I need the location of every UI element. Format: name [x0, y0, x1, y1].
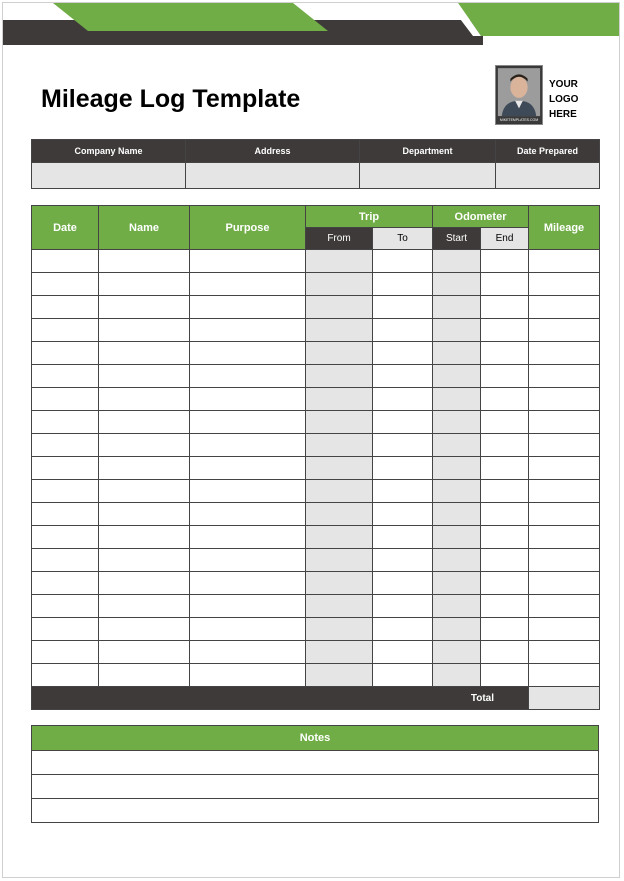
trip-from-cell[interactable]	[306, 273, 373, 296]
trip-to-cell[interactable]	[373, 273, 433, 296]
trip-to-cell[interactable]	[373, 480, 433, 503]
odometer-start-cell[interactable]	[433, 411, 481, 434]
odometer-end-cell[interactable]	[481, 480, 529, 503]
date-cell[interactable]	[32, 388, 99, 411]
company-name-field[interactable]	[32, 163, 186, 189]
name-cell[interactable]	[99, 618, 190, 641]
name-cell[interactable]	[99, 595, 190, 618]
trip-from-cell[interactable]	[306, 664, 373, 687]
mileage-cell[interactable]	[529, 664, 600, 687]
odometer-end-cell[interactable]	[481, 457, 529, 480]
odometer-end-cell[interactable]	[481, 503, 529, 526]
table-row	[32, 250, 600, 273]
trip-from-cell[interactable]	[306, 526, 373, 549]
mileage-cell[interactable]	[529, 595, 600, 618]
name-cell[interactable]	[99, 250, 190, 273]
purpose-cell[interactable]	[190, 457, 306, 480]
date-cell[interactable]	[32, 503, 99, 526]
mileage-cell[interactable]	[529, 319, 600, 342]
purpose-cell[interactable]	[190, 411, 306, 434]
odometer-end-cell[interactable]	[481, 273, 529, 296]
date-cell[interactable]	[32, 457, 99, 480]
trip-to-cell[interactable]	[373, 572, 433, 595]
header-banner	[3, 3, 620, 53]
odometer-end-cell[interactable]	[481, 388, 529, 411]
date-cell[interactable]	[32, 549, 99, 572]
odometer-end-cell[interactable]	[481, 434, 529, 457]
odometer-end-cell[interactable]	[481, 296, 529, 319]
name-cell[interactable]	[99, 434, 190, 457]
department-header: Department	[360, 140, 496, 163]
notes-line	[32, 799, 599, 823]
purpose-cell[interactable]	[190, 664, 306, 687]
trip-from-cell[interactable]	[306, 457, 373, 480]
date-cell[interactable]	[32, 526, 99, 549]
trip-to-header: To	[373, 228, 433, 250]
trip-from-cell[interactable]	[306, 250, 373, 273]
table-row	[32, 664, 600, 687]
trip-from-cell[interactable]	[306, 342, 373, 365]
odometer-start-cell[interactable]	[433, 549, 481, 572]
odometer-end-cell[interactable]	[481, 618, 529, 641]
trip-to-cell[interactable]	[373, 411, 433, 434]
purpose-cell[interactable]	[190, 503, 306, 526]
purpose-cell[interactable]	[190, 595, 306, 618]
odometer-start-cell[interactable]	[433, 434, 481, 457]
odometer-end-cell[interactable]	[481, 365, 529, 388]
odometer-start-cell[interactable]	[433, 388, 481, 411]
logo-text-line: LOGO	[549, 94, 579, 105]
logo-caption: MIKETEMPLATES.COM	[499, 118, 539, 122]
trip-to-cell[interactable]	[373, 250, 433, 273]
table-row	[32, 480, 600, 503]
odometer-end-cell[interactable]	[481, 664, 529, 687]
odometer-start-cell[interactable]	[433, 365, 481, 388]
trip-from-cell[interactable]	[306, 618, 373, 641]
odometer-end-cell[interactable]	[481, 411, 529, 434]
notes-line	[32, 775, 599, 799]
table-row	[32, 526, 600, 549]
purpose-cell[interactable]	[190, 618, 306, 641]
total-row	[32, 687, 600, 710]
mileage-cell[interactable]	[529, 480, 600, 503]
odometer-start-cell[interactable]	[433, 273, 481, 296]
date-cell[interactable]	[32, 411, 99, 434]
mileage-cell[interactable]	[529, 641, 600, 664]
date-cell[interactable]	[32, 595, 99, 618]
table-row	[32, 342, 600, 365]
purpose-cell[interactable]	[190, 296, 306, 319]
date-prepared-header: Date Prepared	[496, 140, 600, 163]
name-cell[interactable]	[99, 641, 190, 664]
document-page	[2, 2, 620, 878]
odometer-end-cell[interactable]	[481, 342, 529, 365]
odometer-end-cell[interactable]	[481, 572, 529, 595]
mileage-cell[interactable]	[529, 434, 600, 457]
odometer-header: Odometer	[433, 206, 529, 228]
mileage-cell[interactable]	[529, 388, 600, 411]
company-name-header: Company Name	[32, 140, 186, 163]
trip-to-cell[interactable]	[373, 457, 433, 480]
trip-from-cell[interactable]	[306, 434, 373, 457]
company-info-table	[31, 139, 600, 189]
mileage-cell[interactable]	[529, 411, 600, 434]
trip-to-cell[interactable]	[373, 388, 433, 411]
logo-text-line: HERE	[549, 109, 577, 120]
table-row	[32, 503, 600, 526]
mileage-cell[interactable]	[529, 250, 600, 273]
table-row	[32, 296, 600, 319]
table-row	[32, 618, 600, 641]
table-row	[32, 365, 600, 388]
table-row	[32, 434, 600, 457]
trip-from-cell[interactable]	[306, 411, 373, 434]
name-cell[interactable]	[99, 342, 190, 365]
address-header: Address	[186, 140, 360, 163]
date-cell[interactable]	[32, 434, 99, 457]
purpose-cell[interactable]	[190, 365, 306, 388]
mileage-cell[interactable]	[529, 549, 600, 572]
purpose-cell[interactable]	[190, 388, 306, 411]
purpose-cell[interactable]	[190, 549, 306, 572]
notes-header: Notes	[32, 726, 599, 751]
trip-to-cell[interactable]	[373, 434, 433, 457]
address-field[interactable]	[186, 163, 360, 189]
purpose-cell[interactable]	[190, 319, 306, 342]
trip-to-cell[interactable]	[373, 365, 433, 388]
total-label: Total	[32, 687, 529, 710]
odometer-end-cell[interactable]	[481, 641, 529, 664]
odometer-end-cell[interactable]	[481, 319, 529, 342]
table-row	[32, 595, 600, 618]
purpose-header: Purpose	[190, 206, 306, 250]
table-row	[32, 572, 600, 595]
name-cell[interactable]	[99, 296, 190, 319]
date-cell[interactable]	[32, 296, 99, 319]
total-mileage-cell[interactable]	[529, 687, 600, 710]
name-cell[interactable]	[99, 365, 190, 388]
table-row	[32, 319, 600, 342]
mileage-cell[interactable]	[529, 503, 600, 526]
purpose-cell[interactable]	[190, 434, 306, 457]
purpose-cell[interactable]	[190, 342, 306, 365]
trip-to-cell[interactable]	[373, 526, 433, 549]
department-field[interactable]	[360, 163, 496, 189]
odometer-end-cell[interactable]	[481, 549, 529, 572]
odometer-start-cell[interactable]	[433, 572, 481, 595]
name-header: Name	[99, 206, 190, 250]
odometer-end-cell[interactable]	[481, 526, 529, 549]
name-cell[interactable]	[99, 549, 190, 572]
odometer-start-cell[interactable]	[433, 296, 481, 319]
date-cell[interactable]	[32, 342, 99, 365]
odometer-start-cell[interactable]	[433, 618, 481, 641]
mileage-log-table	[31, 205, 600, 710]
notes-line-field[interactable]	[32, 751, 599, 775]
odometer-start-cell[interactable]	[433, 595, 481, 618]
table-row	[32, 549, 600, 572]
name-cell[interactable]	[99, 480, 190, 503]
name-cell[interactable]	[99, 664, 190, 687]
odometer-start-cell[interactable]	[433, 480, 481, 503]
odometer-start-header: Start	[433, 228, 481, 250]
trip-from-cell[interactable]	[306, 365, 373, 388]
trip-to-cell[interactable]	[373, 549, 433, 572]
odometer-end-header: End	[481, 228, 529, 250]
purpose-cell[interactable]	[190, 250, 306, 273]
mileage-cell[interactable]	[529, 342, 600, 365]
trip-to-cell[interactable]	[373, 664, 433, 687]
purpose-cell[interactable]	[190, 572, 306, 595]
trip-to-cell[interactable]	[373, 618, 433, 641]
mileage-header: Mileage	[529, 206, 600, 250]
trip-from-cell[interactable]	[306, 595, 373, 618]
trip-from-header: From	[306, 228, 373, 250]
name-cell[interactable]	[99, 273, 190, 296]
trip-to-cell[interactable]	[373, 595, 433, 618]
purpose-cell[interactable]	[190, 273, 306, 296]
date-cell[interactable]	[32, 365, 99, 388]
name-cell[interactable]	[99, 526, 190, 549]
date-prepared-field[interactable]	[496, 163, 600, 189]
notes-line-field[interactable]	[32, 799, 599, 823]
odometer-start-cell[interactable]	[433, 503, 481, 526]
purpose-cell[interactable]	[190, 526, 306, 549]
trip-to-cell[interactable]	[373, 503, 433, 526]
odometer-end-cell[interactable]	[481, 595, 529, 618]
date-cell[interactable]	[32, 250, 99, 273]
mileage-cell[interactable]	[529, 572, 600, 595]
table-row	[32, 273, 600, 296]
trip-from-cell[interactable]	[306, 319, 373, 342]
trip-from-cell[interactable]	[306, 503, 373, 526]
mileage-cell[interactable]	[529, 526, 600, 549]
mileage-cell[interactable]	[529, 296, 600, 319]
odometer-start-cell[interactable]	[433, 641, 481, 664]
trip-from-cell[interactable]	[306, 296, 373, 319]
notes-line-field[interactable]	[32, 775, 599, 799]
odometer-start-cell[interactable]	[433, 457, 481, 480]
mileage-cell[interactable]	[529, 457, 600, 480]
purpose-cell[interactable]	[190, 480, 306, 503]
table-row	[32, 641, 600, 664]
trip-from-cell[interactable]	[306, 388, 373, 411]
table-row	[32, 388, 600, 411]
trip-header: Trip	[306, 206, 433, 228]
date-cell[interactable]	[32, 572, 99, 595]
odometer-start-cell[interactable]	[433, 250, 481, 273]
date-cell[interactable]	[32, 618, 99, 641]
trip-from-cell[interactable]	[306, 572, 373, 595]
trip-to-cell[interactable]	[373, 641, 433, 664]
trip-to-cell[interactable]	[373, 319, 433, 342]
date-cell[interactable]	[32, 319, 99, 342]
mileage-cell[interactable]	[529, 618, 600, 641]
date-header: Date	[32, 206, 99, 250]
odometer-end-cell[interactable]	[481, 250, 529, 273]
name-cell[interactable]	[99, 388, 190, 411]
name-cell[interactable]	[99, 503, 190, 526]
date-cell[interactable]	[32, 480, 99, 503]
date-cell[interactable]	[32, 641, 99, 664]
trip-to-cell[interactable]	[373, 296, 433, 319]
odometer-start-cell[interactable]	[433, 319, 481, 342]
mileage-cell[interactable]	[529, 365, 600, 388]
logo-placeholder-text	[549, 77, 609, 122]
name-cell[interactable]	[99, 572, 190, 595]
odometer-start-cell[interactable]	[433, 664, 481, 687]
table-row	[32, 411, 600, 434]
purpose-cell[interactable]	[190, 641, 306, 664]
date-cell[interactable]	[32, 273, 99, 296]
table-row	[32, 457, 600, 480]
person-photo-icon	[495, 65, 543, 125]
trip-from-cell[interactable]	[306, 480, 373, 503]
name-cell[interactable]	[99, 457, 190, 480]
date-cell[interactable]	[32, 664, 99, 687]
odometer-start-cell[interactable]	[433, 526, 481, 549]
trip-from-cell[interactable]	[306, 549, 373, 572]
trip-to-cell[interactable]	[373, 342, 433, 365]
name-cell[interactable]	[99, 319, 190, 342]
page-title: Mileage Log Template	[41, 85, 301, 113]
notes-table	[31, 725, 599, 823]
notes-line	[32, 751, 599, 775]
trip-from-cell[interactable]	[306, 641, 373, 664]
odometer-start-cell[interactable]	[433, 342, 481, 365]
mileage-cell[interactable]	[529, 273, 600, 296]
logo-text-line: YOUR	[549, 79, 578, 90]
name-cell[interactable]	[99, 411, 190, 434]
